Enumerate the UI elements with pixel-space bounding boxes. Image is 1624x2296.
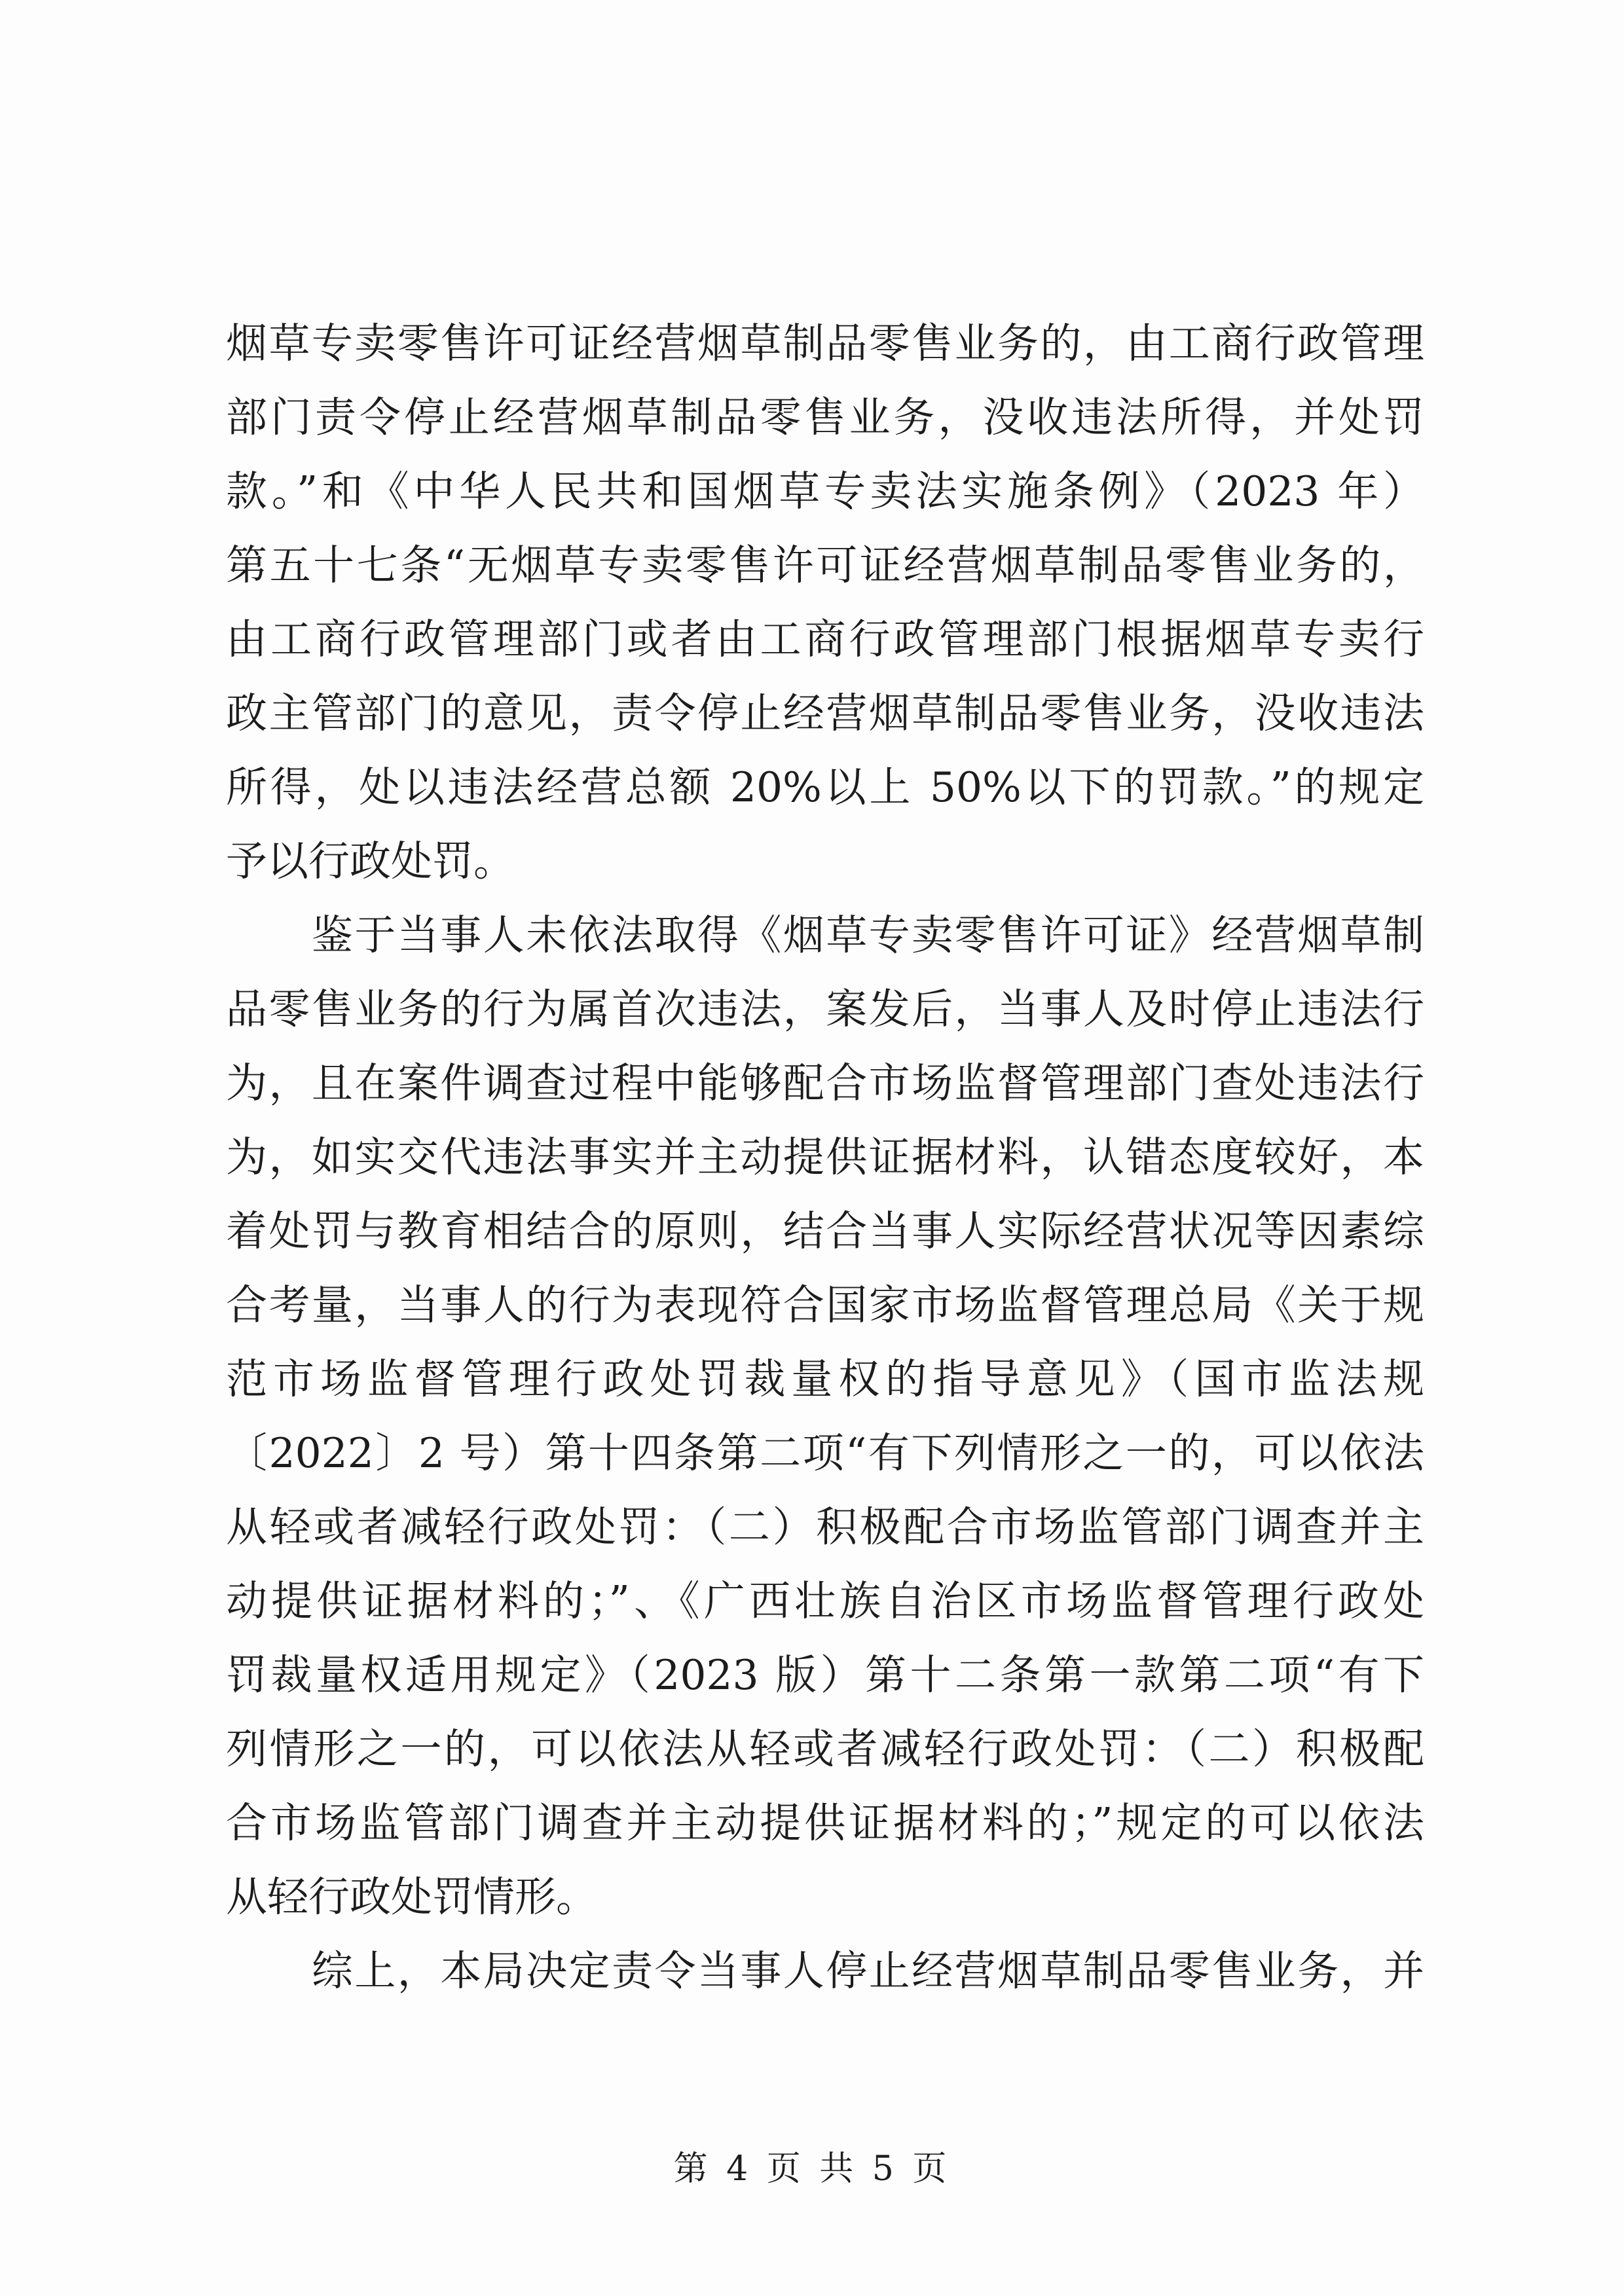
body-line: 〔2022〕2 号）第十四条第二项“有下列情形之一的，可以依法 bbox=[226, 1429, 1424, 1477]
body-line: 予以行政处罚。 bbox=[226, 837, 515, 885]
body-line: 范市场监督管理行政处罚裁量权的指导意见》（国市监法规 bbox=[226, 1355, 1424, 1403]
page-number-footer: 第 4 页 共 5 页 bbox=[673, 2149, 951, 2189]
body-line: 第五十七条“无烟草专卖零售许可证经营烟草制品零售业务的， bbox=[226, 541, 1424, 589]
body-line: 列情形之一的，可以依法从轻或者减轻行政处罚：（二）积极配 bbox=[226, 1725, 1424, 1773]
body-line: 为，如实交代违法事实并主动提供证据材料，认错态度较好，本 bbox=[226, 1133, 1424, 1181]
body-line: 着处罚与教育相结合的原则，结合当事人实际经营状况等因素综 bbox=[226, 1207, 1424, 1255]
body-line: 合考量，当事人的行为表现符合国家市场监督管理总局《关于规 bbox=[226, 1281, 1424, 1329]
body-line: 合市场监管部门调查并主动提供证据材料的；”规定的可以依法 bbox=[226, 1799, 1424, 1847]
body-line: 所得，处以违法经营总额 20%以上 50%以下的罚款。”的规定 bbox=[226, 763, 1424, 811]
body-line: 罚裁量权适用规定》（2023 版）第十二条第一款第二项“有下 bbox=[226, 1651, 1424, 1699]
body-line: 从轻行政处罚情形。 bbox=[226, 1873, 597, 1921]
body-text bbox=[226, 306, 1424, 2008]
body-line: 由工商行政管理部门或者由工商行政管理部门根据烟草专卖行 bbox=[226, 615, 1424, 663]
body-line: 鉴于当事人未依法取得《烟草专卖零售许可证》经营烟草制 bbox=[226, 911, 1424, 959]
body-line: 综上，本局决定责令当事人停止经营烟草制品零售业务，并 bbox=[226, 1947, 1424, 1995]
body-line: 为，且在案件调查过程中能够配合市场监督管理部门查处违法行 bbox=[226, 1059, 1424, 1107]
body-line: 部门责令停止经营烟草制品零售业务，没收违法所得，并处罚 bbox=[226, 393, 1424, 441]
body-line: 品零售业务的行为属首次违法，案发后，当事人及时停止违法行 bbox=[226, 985, 1424, 1033]
body-line: 款。”和《中华人民共和国烟草专卖法实施条例》（2023 年） bbox=[226, 467, 1424, 515]
body-line: 政主管部门的意见，责令停止经营烟草制品零售业务，没收违法 bbox=[226, 689, 1424, 737]
body-line: 烟草专卖零售许可证经营烟草制品零售业务的，由工商行政管理 bbox=[226, 319, 1424, 367]
body-line: 动提供证据材料的；”、《广西壮族自治区市场监督管理行政处 bbox=[226, 1577, 1424, 1625]
body-line: 从轻或者减轻行政处罚：（二）积极配合市场监管部门调查并主 bbox=[226, 1503, 1424, 1551]
